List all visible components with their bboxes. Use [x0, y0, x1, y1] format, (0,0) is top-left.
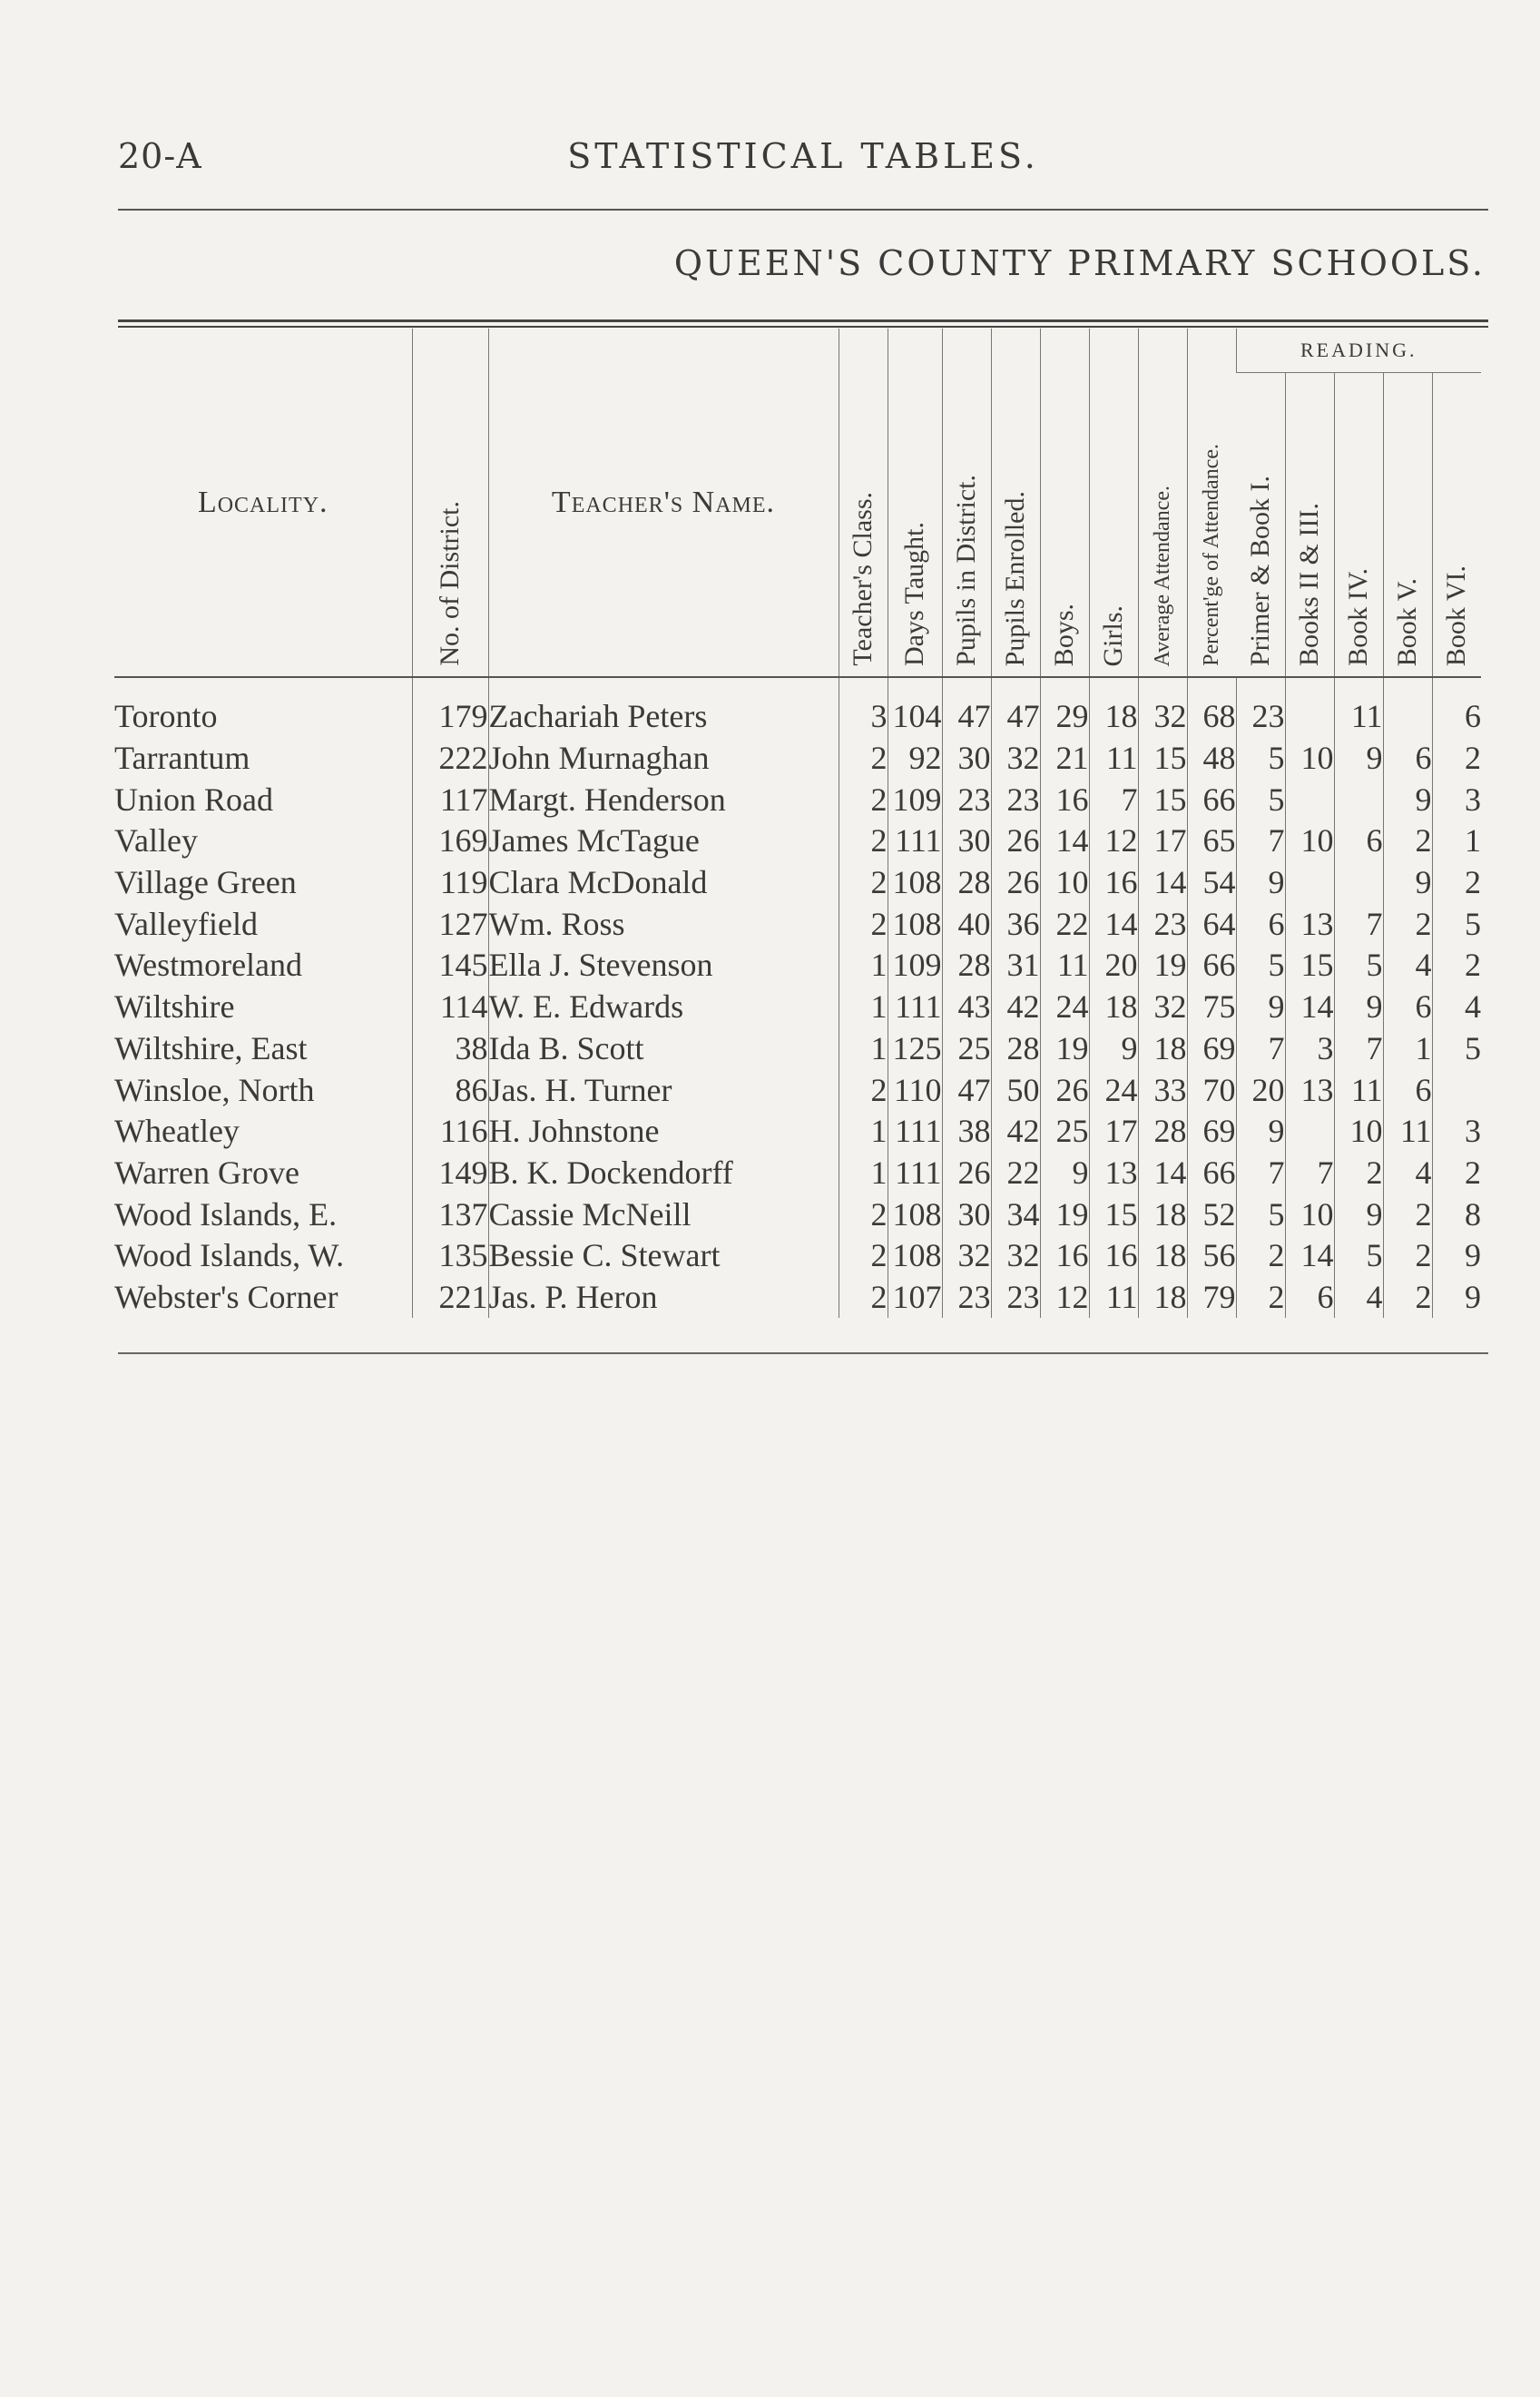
- cell-district-no: 86: [412, 1069, 488, 1111]
- cell-avg-attendance: 19: [1138, 945, 1187, 987]
- page-header: [118, 136, 1488, 191]
- cell-teacher-class: 2: [839, 738, 888, 780]
- cell-boys: 10: [1040, 862, 1089, 904]
- cell-book-4: 9: [1334, 1194, 1383, 1235]
- cell-girls: 16: [1089, 862, 1138, 904]
- cell-avg-attendance: 18: [1138, 1028, 1187, 1070]
- cell-book-2-3: 14: [1285, 1235, 1334, 1277]
- cell-book-1: 5: [1236, 945, 1285, 987]
- cell-pupils-in-district: 40: [942, 903, 991, 945]
- cell-book-6: 2: [1432, 738, 1481, 780]
- cell-pupils-in-district: 47: [942, 677, 991, 738]
- table-row: [114, 987, 1481, 1028]
- cell-teacher-class: 2: [839, 1069, 888, 1111]
- col-teacher-class: Teacher's Class.: [839, 329, 888, 677]
- cell-book-2-3: [1285, 862, 1334, 904]
- cell-teacher-class: 2: [839, 820, 888, 862]
- cell-book-6: 9: [1432, 1235, 1481, 1277]
- cell-book-6: 2: [1432, 1153, 1481, 1194]
- cell-book-6: 5: [1432, 1028, 1481, 1070]
- cell-district-no: 119: [412, 862, 488, 904]
- cell-avg-attendance: 28: [1138, 1111, 1187, 1153]
- cell-pupils-enrolled: 28: [991, 1028, 1040, 1070]
- cell-book-6: 9: [1432, 1277, 1481, 1319]
- cell-pct-attendance: 65: [1187, 820, 1236, 862]
- col-days-taught: Days Taught.: [888, 329, 942, 677]
- cell-days-taught: 111: [888, 1111, 942, 1153]
- cell-book-4: 4: [1334, 1277, 1383, 1319]
- cell-girls: 13: [1089, 1153, 1138, 1194]
- cell-pupils-enrolled: 26: [991, 862, 1040, 904]
- cell-girls: 11: [1089, 738, 1138, 780]
- cell-locality: Wiltshire, East: [114, 1029, 308, 1066]
- cell-book-5: [1383, 677, 1432, 738]
- cell-locality: Warren Grove: [114, 1154, 299, 1191]
- cell-book-6: 1: [1432, 820, 1481, 862]
- page-number: 20-A: [118, 136, 202, 176]
- cell-book-4: 10: [1334, 1111, 1383, 1153]
- cell-boys: 19: [1040, 1194, 1089, 1235]
- cell-teacher-class: 1: [839, 945, 888, 987]
- cell-avg-attendance: 15: [1138, 738, 1187, 780]
- table-row: [114, 862, 1481, 904]
- cell-book-6: 6: [1432, 677, 1481, 738]
- cell-pupils-in-district: 43: [942, 987, 991, 1028]
- cell-avg-attendance: 32: [1138, 677, 1187, 738]
- col-pupils-in-district: Pupils in District.: [942, 329, 991, 677]
- cell-teacher-class: 2: [839, 1194, 888, 1235]
- cell-pct-attendance: 66: [1187, 1153, 1236, 1194]
- col-book-1: Primer & Book I.: [1236, 373, 1285, 678]
- cell-book-1: 5: [1236, 1194, 1285, 1235]
- cell-book-6: 2: [1432, 862, 1481, 904]
- cell-book-5: 2: [1383, 820, 1432, 862]
- cell-book-1: 2: [1236, 1277, 1285, 1319]
- cell-district-no: 117: [412, 779, 488, 820]
- cell-book-6: 2: [1432, 945, 1481, 987]
- col-pupils-enrolled: Pupils Enrolled.: [991, 329, 1040, 677]
- cell-book-2-3: 10: [1285, 738, 1334, 780]
- cell-book-4: [1334, 862, 1383, 904]
- cell-locality: Valley: [114, 822, 198, 860]
- cell-teacher-name: B. K. Dockendorff: [488, 1153, 839, 1194]
- cell-book-6: [1432, 1069, 1481, 1111]
- cell-book-1: 9: [1236, 862, 1285, 904]
- col-locality: Locality.: [114, 329, 412, 677]
- cell-locality: Westmoreland: [114, 947, 303, 984]
- cell-pct-attendance: 48: [1187, 738, 1236, 780]
- cell-book-2-3: 10: [1285, 1194, 1334, 1235]
- cell-avg-attendance: 14: [1138, 862, 1187, 904]
- cell-teacher-class: 2: [839, 779, 888, 820]
- cell-teacher-name: W. E. Edwards: [488, 987, 839, 1028]
- cell-girls: 14: [1089, 903, 1138, 945]
- cell-boys: 12: [1040, 1277, 1089, 1319]
- col-district-no: No. of District.: [412, 329, 488, 677]
- cell-district-no: 137: [412, 1194, 488, 1235]
- cell-pct-attendance: 70: [1187, 1069, 1236, 1111]
- cell-teacher-class: 1: [839, 1153, 888, 1194]
- table-body: [114, 677, 1481, 1318]
- table-row: [114, 779, 1481, 820]
- table-row: [114, 1235, 1481, 1277]
- table-row: [114, 738, 1481, 780]
- cell-locality: Union Road: [114, 781, 273, 818]
- cell-pupils-in-district: 38: [942, 1111, 991, 1153]
- cell-pupils-enrolled: 36: [991, 903, 1040, 945]
- cell-days-taught: 107: [888, 1277, 942, 1319]
- cell-girls: 12: [1089, 820, 1138, 862]
- cell-locality: Wood Islands, W.: [114, 1237, 345, 1274]
- cell-teacher-class: 3: [839, 677, 888, 738]
- cell-boys: 25: [1040, 1111, 1089, 1153]
- cell-boys: 24: [1040, 987, 1089, 1028]
- cell-pupils-enrolled: 42: [991, 987, 1040, 1028]
- cell-teacher-class: 1: [839, 1111, 888, 1153]
- cell-pupils-in-district: 47: [942, 1069, 991, 1111]
- cell-locality: Webster's Corner: [114, 1278, 338, 1315]
- cell-girls: 18: [1089, 677, 1138, 738]
- cell-girls: 20: [1089, 945, 1138, 987]
- cell-girls: 24: [1089, 1069, 1138, 1111]
- cell-days-taught: 125: [888, 1028, 942, 1070]
- cell-pct-attendance: 69: [1187, 1028, 1236, 1070]
- cell-pupils-enrolled: 34: [991, 1194, 1040, 1235]
- cell-teacher-class: 2: [839, 862, 888, 904]
- cell-boys: 11: [1040, 945, 1089, 987]
- col-avg-attendance: Average Attendance.: [1138, 329, 1187, 677]
- cell-boys: 16: [1040, 1235, 1089, 1277]
- cell-teacher-name: James McTague: [488, 820, 839, 862]
- cell-book-2-3: 10: [1285, 820, 1334, 862]
- cell-district-no: 114: [412, 987, 488, 1028]
- cell-book-5: 11: [1383, 1111, 1432, 1153]
- cell-pupils-in-district: 30: [942, 820, 991, 862]
- table-row: [114, 945, 1481, 987]
- cell-teacher-class: 2: [839, 1235, 888, 1277]
- cell-boys: 21: [1040, 738, 1089, 780]
- cell-book-2-3: 14: [1285, 987, 1334, 1028]
- cell-locality: Valleyfield: [114, 905, 258, 942]
- cell-book-5: 4: [1383, 945, 1432, 987]
- cell-boys: 29: [1040, 677, 1089, 738]
- cell-avg-attendance: 18: [1138, 1194, 1187, 1235]
- cell-girls: 16: [1089, 1235, 1138, 1277]
- cell-book-4: [1334, 779, 1383, 820]
- cell-district-no: 145: [412, 945, 488, 987]
- cell-locality: Winsloe, North: [114, 1071, 315, 1108]
- cell-pupils-in-district: 28: [942, 945, 991, 987]
- cell-book-4: 6: [1334, 820, 1383, 862]
- double-rule-bottom: [118, 326, 1488, 328]
- cell-book-2-3: 13: [1285, 1069, 1334, 1111]
- cell-locality: Tarrantum: [114, 740, 250, 777]
- cell-district-no: 169: [412, 820, 488, 862]
- cell-pupils-in-district: 26: [942, 1153, 991, 1194]
- cell-book-2-3: 13: [1285, 903, 1334, 945]
- cell-pupils-in-district: 32: [942, 1235, 991, 1277]
- cell-avg-attendance: 23: [1138, 903, 1187, 945]
- cell-days-taught: 104: [888, 677, 942, 738]
- cell-book-1: 9: [1236, 987, 1285, 1028]
- cell-book-6: 8: [1432, 1194, 1481, 1235]
- cell-book-5: 2: [1383, 903, 1432, 945]
- cell-district-no: 116: [412, 1111, 488, 1153]
- cell-book-1: 7: [1236, 1028, 1285, 1070]
- cell-teacher-name: Margt. Henderson: [488, 779, 839, 820]
- cell-book-4: 7: [1334, 1028, 1383, 1070]
- cell-days-taught: 109: [888, 945, 942, 987]
- cell-locality: Wiltshire: [114, 988, 235, 1026]
- cell-days-taught: 108: [888, 903, 942, 945]
- cell-girls: 9: [1089, 1028, 1138, 1070]
- cell-locality: Wheatley: [114, 1113, 240, 1150]
- cell-days-taught: 92: [888, 738, 942, 780]
- cell-boys: 26: [1040, 1069, 1089, 1111]
- cell-teacher-name: Wm. Ross: [488, 903, 839, 945]
- cell-pupils-enrolled: 23: [991, 779, 1040, 820]
- cell-book-1: 6: [1236, 903, 1285, 945]
- col-book-6: Book VI.: [1432, 373, 1481, 678]
- col-book-4: Book IV.: [1334, 373, 1383, 678]
- cell-book-4: 11: [1334, 1069, 1383, 1111]
- cell-book-2-3: 7: [1285, 1153, 1334, 1194]
- cell-pupils-enrolled: 31: [991, 945, 1040, 987]
- cell-pupils-enrolled: 42: [991, 1111, 1040, 1153]
- cell-pct-attendance: 75: [1187, 987, 1236, 1028]
- cell-days-taught: 111: [888, 820, 942, 862]
- cell-pupils-in-district: 23: [942, 1277, 991, 1319]
- cell-teacher-name: Bessie C. Stewart: [488, 1235, 839, 1277]
- cell-book-2-3: [1285, 677, 1334, 738]
- cell-boys: 22: [1040, 903, 1089, 945]
- cell-book-6: 4: [1432, 987, 1481, 1028]
- cell-avg-attendance: 18: [1138, 1277, 1187, 1319]
- cell-book-1: 7: [1236, 1153, 1285, 1194]
- double-rule-top: [118, 319, 1488, 322]
- cell-boys: 9: [1040, 1153, 1089, 1194]
- cell-district-no: 135: [412, 1235, 488, 1277]
- cell-district-no: 221: [412, 1277, 488, 1319]
- cell-teacher-name: Cassie McNeill: [488, 1194, 839, 1235]
- cell-book-4: 9: [1334, 987, 1383, 1028]
- cell-locality: Wood Islands, E.: [114, 1195, 338, 1233]
- page-title: STATISTICAL TABLES.: [567, 136, 1039, 176]
- col-teacher-name: Teacher's Name.: [488, 329, 839, 677]
- cell-avg-attendance: 14: [1138, 1153, 1187, 1194]
- cell-book-2-3: [1285, 1111, 1334, 1153]
- cell-teacher-class: 1: [839, 1028, 888, 1070]
- table-row: [114, 1194, 1481, 1235]
- cell-book-1: 7: [1236, 820, 1285, 862]
- cell-teacher-name: H. Johnstone: [488, 1111, 839, 1153]
- cell-girls: 11: [1089, 1277, 1138, 1319]
- cell-days-taught: 111: [888, 1153, 942, 1194]
- cell-pct-attendance: 66: [1187, 779, 1236, 820]
- cell-book-5: 9: [1383, 862, 1432, 904]
- cell-avg-attendance: 33: [1138, 1069, 1187, 1111]
- cell-pct-attendance: 54: [1187, 862, 1236, 904]
- cell-pct-attendance: 69: [1187, 1111, 1236, 1153]
- cell-pupils-in-district: 25: [942, 1028, 991, 1070]
- cell-teacher-name: Ida B. Scott: [488, 1028, 839, 1070]
- table-row: [114, 820, 1481, 862]
- cell-girls: 18: [1089, 987, 1138, 1028]
- cell-book-5: 6: [1383, 738, 1432, 780]
- cell-pupils-enrolled: 22: [991, 1153, 1040, 1194]
- col-boys: Boys.: [1040, 329, 1089, 677]
- cell-district-no: 222: [412, 738, 488, 780]
- cell-teacher-name: John Murnaghan: [488, 738, 839, 780]
- cell-pupils-in-district: 30: [942, 738, 991, 780]
- cell-avg-attendance: 17: [1138, 820, 1187, 862]
- cell-book-5: 6: [1383, 1069, 1432, 1111]
- cell-boys: 19: [1040, 1028, 1089, 1070]
- cell-pupils-in-district: 23: [942, 779, 991, 820]
- cell-boys: 16: [1040, 779, 1089, 820]
- cell-pupils-enrolled: 32: [991, 1235, 1040, 1277]
- cell-girls: 15: [1089, 1194, 1138, 1235]
- cell-teacher-name: Zachariah Peters: [488, 677, 839, 738]
- cell-locality: Toronto: [114, 698, 218, 735]
- col-pct-attendance: Percent'ge of Attendance.: [1187, 329, 1236, 677]
- cell-pct-attendance: 66: [1187, 945, 1236, 987]
- cell-teacher-name: Ella J. Stevenson: [488, 945, 839, 987]
- cell-avg-attendance: 32: [1138, 987, 1187, 1028]
- table-row: [114, 1111, 1481, 1153]
- table-row: [114, 1069, 1481, 1111]
- cell-book-1: 23: [1236, 677, 1285, 738]
- cell-pupils-in-district: 28: [942, 862, 991, 904]
- cell-book-2-3: 15: [1285, 945, 1334, 987]
- cell-teacher-class: 2: [839, 903, 888, 945]
- cell-teacher-class: 1: [839, 987, 888, 1028]
- cell-book-1: 9: [1236, 1111, 1285, 1153]
- cell-book-5: 2: [1383, 1194, 1432, 1235]
- cell-book-2-3: [1285, 779, 1334, 820]
- cell-days-taught: 109: [888, 779, 942, 820]
- cell-book-5: 6: [1383, 987, 1432, 1028]
- cell-book-4: 5: [1334, 945, 1383, 987]
- cell-teacher-name: Jas. P. Heron: [488, 1277, 839, 1319]
- table-row: [114, 1153, 1481, 1194]
- cell-book-5: 2: [1383, 1235, 1432, 1277]
- statistics-table: [114, 329, 1481, 1318]
- cell-days-taught: 108: [888, 1194, 942, 1235]
- cell-boys: 14: [1040, 820, 1089, 862]
- table-row: [114, 1277, 1481, 1319]
- cell-book-2-3: 6: [1285, 1277, 1334, 1319]
- cell-teacher-name: Clara McDonald: [488, 862, 839, 904]
- cell-book-2-3: 3: [1285, 1028, 1334, 1070]
- cell-teacher-class: 2: [839, 1277, 888, 1319]
- cell-girls: 17: [1089, 1111, 1138, 1153]
- cell-days-taught: 110: [888, 1069, 942, 1111]
- col-girls: Girls.: [1089, 329, 1138, 677]
- cell-days-taught: 108: [888, 862, 942, 904]
- cell-pct-attendance: 56: [1187, 1235, 1236, 1277]
- cell-book-4: 11: [1334, 677, 1383, 738]
- cell-avg-attendance: 18: [1138, 1235, 1187, 1277]
- cell-book-4: 7: [1334, 903, 1383, 945]
- header-rule: [118, 209, 1488, 211]
- cell-pupils-enrolled: 32: [991, 738, 1040, 780]
- table-row: [114, 1028, 1481, 1070]
- cell-pupils-in-district: 30: [942, 1194, 991, 1235]
- cell-pct-attendance: 68: [1187, 677, 1236, 738]
- cell-district-no: 179: [412, 677, 488, 738]
- cell-pupils-enrolled: 50: [991, 1069, 1040, 1111]
- cell-avg-attendance: 15: [1138, 779, 1187, 820]
- cell-book-6: 3: [1432, 779, 1481, 820]
- cell-pct-attendance: 64: [1187, 903, 1236, 945]
- cell-locality: Village Green: [114, 864, 297, 901]
- cell-book-6: 3: [1432, 1111, 1481, 1153]
- cell-book-1: 2: [1236, 1235, 1285, 1277]
- cell-book-1: 5: [1236, 779, 1285, 820]
- table-subtitle: QUEEN'S COUNTY PRIMARY SCHOOLS.: [673, 243, 1486, 283]
- col-book-5: Book V.: [1383, 373, 1432, 678]
- cell-days-taught: 111: [888, 987, 942, 1028]
- cell-book-5: 1: [1383, 1028, 1432, 1070]
- cell-book-5: 2: [1383, 1277, 1432, 1319]
- cell-pct-attendance: 79: [1187, 1277, 1236, 1319]
- cell-book-4: 9: [1334, 738, 1383, 780]
- cell-book-5: 4: [1383, 1153, 1432, 1194]
- cell-book-4: 2: [1334, 1153, 1383, 1194]
- cell-days-taught: 108: [888, 1235, 942, 1277]
- cell-district-no: 149: [412, 1153, 488, 1194]
- cell-book-6: 5: [1432, 903, 1481, 945]
- cell-pct-attendance: 52: [1187, 1194, 1236, 1235]
- cell-teacher-name: Jas. H. Turner: [488, 1069, 839, 1111]
- cell-book-5: 9: [1383, 779, 1432, 820]
- cell-pupils-enrolled: 47: [991, 677, 1040, 738]
- table-row: [114, 903, 1481, 945]
- reading-group-header: READING.: [1236, 329, 1481, 373]
- col-book-2-3: Books II & III.: [1285, 373, 1334, 678]
- table-bottom-rule: [118, 1352, 1488, 1354]
- cell-girls: 7: [1089, 779, 1138, 820]
- cell-district-no: 38: [412, 1028, 488, 1070]
- table-row: [114, 677, 1481, 738]
- cell-pupils-enrolled: 26: [991, 820, 1040, 862]
- cell-book-1: 20: [1236, 1069, 1285, 1111]
- cell-pupils-enrolled: 23: [991, 1277, 1040, 1319]
- cell-district-no: 127: [412, 903, 488, 945]
- cell-book-4: 5: [1334, 1235, 1383, 1277]
- cell-book-1: 5: [1236, 738, 1285, 780]
